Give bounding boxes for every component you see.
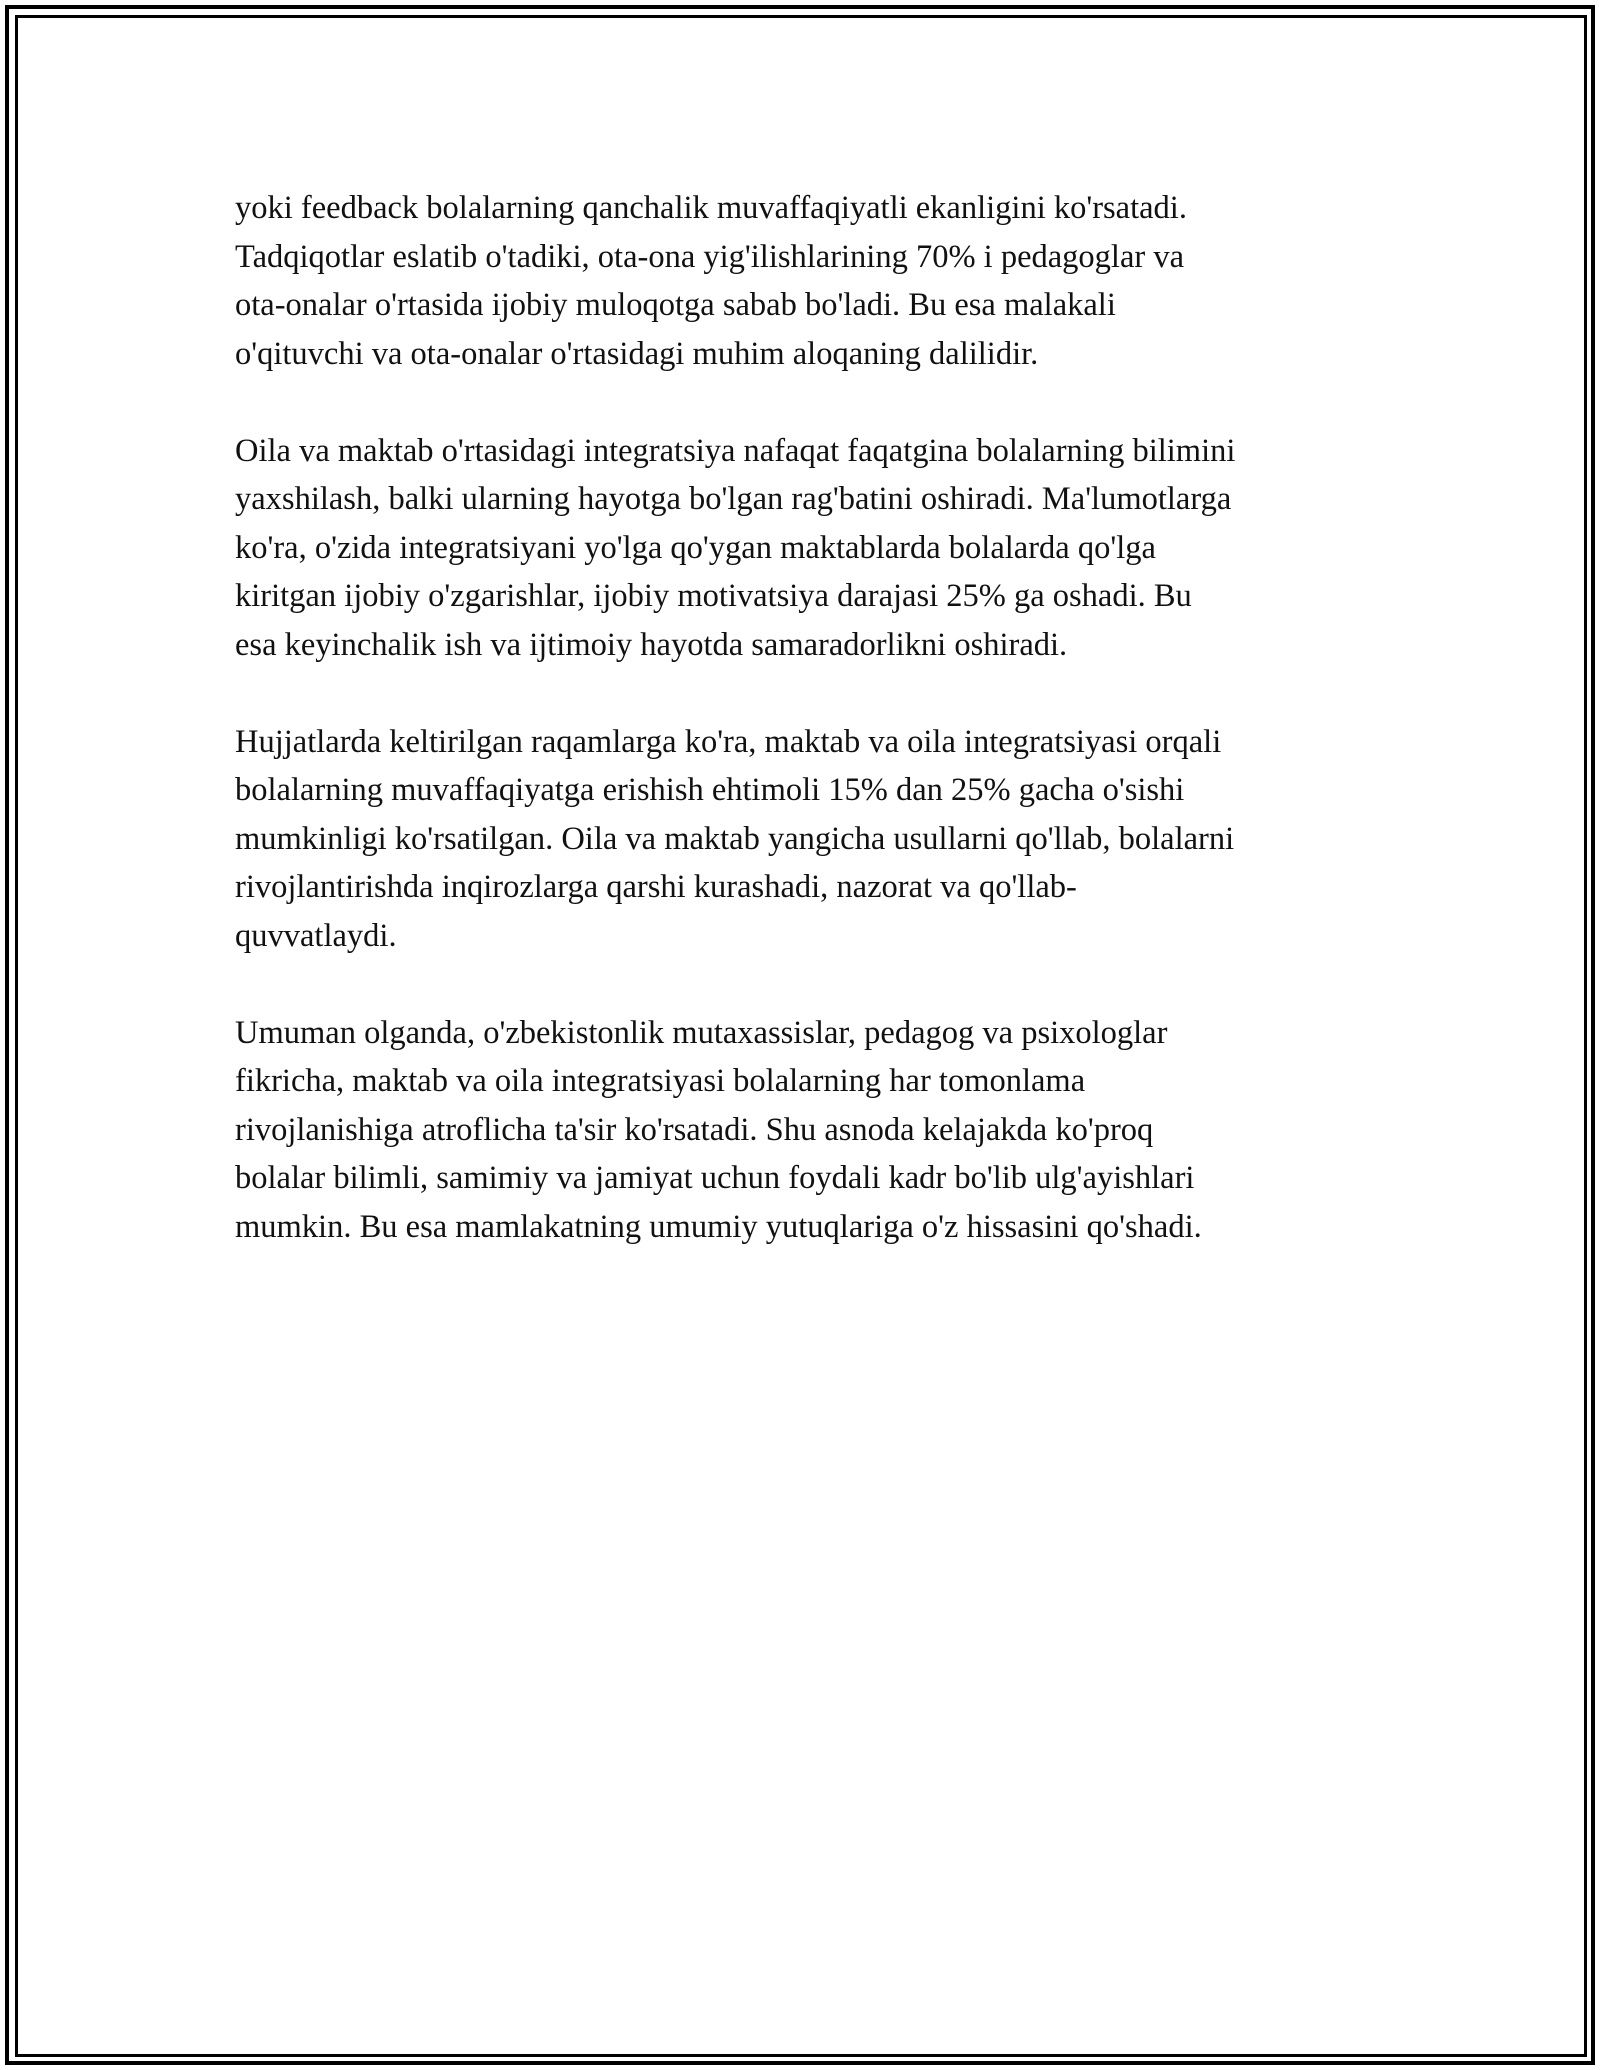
text-line: Umuman olganda, o'zbekistonlik mutaxassislar, pedagog va psixologlar	[235, 1014, 1168, 1051]
text-line: ko'ra, o'zida integratsiyani yo'lga qo'ygan maktablarda bolalarda qo'lga	[235, 529, 1156, 566]
paragraph-2	[235, 427, 1375, 670]
text-line: quvvatlaydi.	[235, 917, 397, 954]
text-line: esa keyinchalik ish va ijtimoiy hayotda samaradorlikni oshiradi.	[235, 626, 1068, 663]
paragraph-3	[235, 718, 1375, 961]
text-line: mumkinligi ko'rsatilgan. Oila va maktab yangicha usullarni qo'llab, bolalarni	[235, 820, 1235, 857]
text-line: yoki feedback bolalarning qanchalik muvaffaqiyatli ekanligini ko'rsatadi.	[235, 190, 1187, 226]
text-line: bolalarning muvaffaqiyatga erishish ehtimoli 15% dan 25% gacha o'sishi	[235, 772, 1185, 808]
text-line: ota-onalar o'rtasida ijobiy muloqotga sabab bo'ladi. Bu esa malakali	[235, 287, 1116, 323]
text-line: Hujjatlarda keltirilgan raqamlarga ko'ra, maktab va oila integratsiyasi orqali	[235, 723, 1222, 760]
text-line: rivojlantirishda inqirozlarga qarshi kurashadi, nazorat va qo'llab-	[235, 869, 1077, 905]
text-line: yaxshilash, balki ularning hayotga bo'lgan rag'batini oshiradi. Ma'lumotlarga	[235, 481, 1232, 517]
text-line: mumkin. Bu esa mamlakatning umumiy yutuqlariga o'z hissasini qo'shadi.	[235, 1208, 1202, 1245]
document-body	[235, 184, 1375, 1300]
text-line: Tadqiqotlar eslatib o'tadiki, ota-ona yig'ilishlarining 70% i pedagoglar va	[235, 238, 1184, 275]
paragraph-4	[235, 1009, 1375, 1252]
text-line: rivojlanishiga atroflicha ta'sir ko'rsatadi. Shu asnoda kelajakda ko'proq	[235, 1111, 1154, 1148]
paragraph-1	[235, 184, 1375, 378]
text-line: fikricha, maktab va oila integratsiyasi bolalarning har tomonlama	[235, 1063, 1086, 1099]
text-line: bolalar bilimli, samimiy va jamiyat uchun foydali kadr bo'lib ulg'ayishlari	[235, 1160, 1195, 1196]
text-line: Oila va maktab o'rtasidagi integratsiya nafaqat faqatgina bolalarning bilimini	[235, 432, 1236, 469]
text-line: kiritgan ijobiy o'zgarishlar, ijobiy motivatsiya darajasi 25% ga oshadi. Bu	[235, 578, 1192, 614]
text-line: o'qituvchi va ota-onalar o'rtasidagi muhim aloqaning dalilidir.	[235, 335, 1039, 372]
